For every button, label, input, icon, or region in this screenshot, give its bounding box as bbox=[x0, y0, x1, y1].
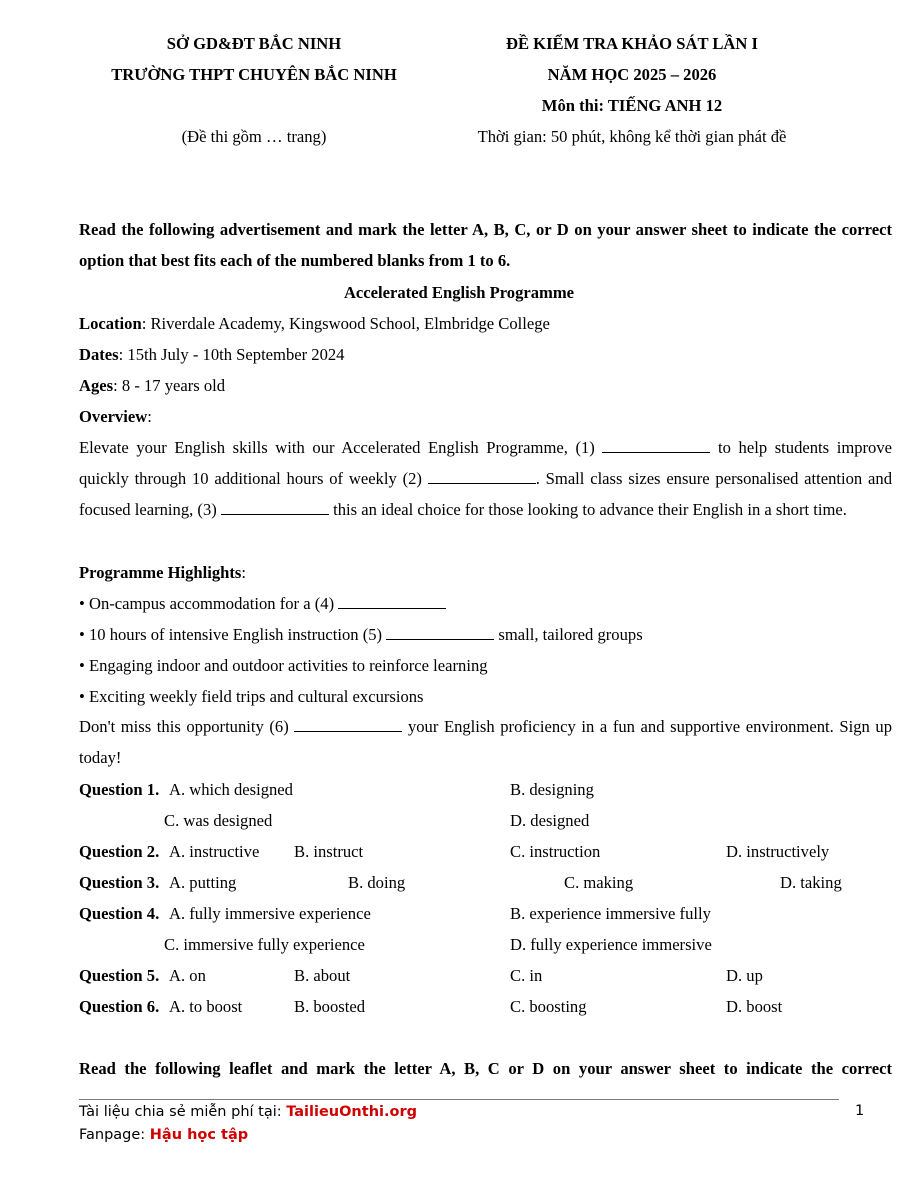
section1-instruction: Read the following advertisement and mark the letter A, B, C, or D on your answer sheet to indicate the correct option that best fits each of the numbered blanks from 1 to 6. bbox=[79, 220, 892, 270]
closing-part1: Don't miss this opportunity (6) bbox=[79, 717, 289, 736]
ages-value: : 8 - 17 years old bbox=[113, 376, 226, 395]
question-4-option-d: D. fully experience immersive bbox=[510, 935, 712, 954]
question-2-option-a: A. instructive bbox=[169, 842, 260, 861]
section2-instruction: Read the following leaflet and mark the letter A, B, C or D on your answer sheet to indicate the correct bbox=[79, 1059, 892, 1078]
highlight-item-4: • Exciting weekly field trips and cultural excursions bbox=[79, 687, 424, 706]
location-line bbox=[79, 314, 550, 334]
highlight-item-1-text: • On-campus accommodation for a (4) bbox=[79, 594, 335, 613]
highlights-colon: : bbox=[241, 563, 247, 582]
blank-1 bbox=[602, 438, 710, 453]
footer-share-line bbox=[79, 1104, 417, 1120]
question-5-option-a: A. on bbox=[169, 966, 206, 985]
overview-paragraph bbox=[79, 432, 892, 525]
school-name: TRƯỜNG THPT CHUYÊN BẮC NINH bbox=[111, 65, 397, 84]
overview-part2: to help students improve quickly through 10 additional hours of weekly (2) bbox=[79, 438, 893, 488]
question-5-option-c: C. in bbox=[510, 966, 543, 985]
highlight-item-2-text: • 10 hours of intensive English instruction (5) bbox=[79, 625, 383, 644]
page-number: 1 bbox=[855, 1103, 865, 1119]
closing-paragraph bbox=[79, 711, 892, 773]
highlight-item-2 bbox=[79, 625, 643, 645]
school-department: SỞ GD&ĐT BẮC NINH bbox=[166, 34, 342, 53]
footer-site-link[interactable]: TailieuOnthi.org bbox=[286, 1104, 417, 1120]
blank-5 bbox=[386, 625, 494, 640]
blank-3 bbox=[221, 500, 329, 515]
dates-line bbox=[79, 345, 344, 365]
question-5-label: Question 5. bbox=[79, 966, 160, 985]
question-5-option-b: B. about bbox=[294, 966, 351, 985]
blank-2 bbox=[428, 469, 536, 484]
question-5-option-d: D. up bbox=[726, 966, 763, 985]
question-1-option-a: A. which designed bbox=[169, 780, 293, 799]
footer-share-label: Tài liệu chia sẻ miễn phí tại: bbox=[79, 1104, 287, 1120]
question-1-label: Question 1. bbox=[79, 780, 160, 799]
highlight-item-2-end: small, tailored groups bbox=[498, 625, 643, 644]
time-allowed: Thời gian: 50 phút, không kể thời gian phát đề bbox=[477, 127, 787, 146]
question-4-option-b: B. experience immersive fully bbox=[510, 904, 711, 923]
question-6-option-d: D. boost bbox=[726, 997, 783, 1016]
advertisement-title: Accelerated English Programme bbox=[343, 283, 575, 302]
school-year: NĂM HỌC 2025 – 2026 bbox=[547, 65, 717, 84]
overview-part3: . Small class sizes ensure personalised attention and focused learning, (3) bbox=[79, 469, 892, 519]
question-2-option-c: C. instruction bbox=[510, 842, 601, 861]
location-label: Location bbox=[79, 314, 142, 333]
exam-title: ĐỀ KIỂM TRA KHẢO SÁT LẦN I bbox=[505, 34, 759, 53]
blank-4 bbox=[338, 594, 446, 609]
footer-divider bbox=[79, 1099, 839, 1100]
footer-fanpage-link[interactable]: Hậu học tập bbox=[149, 1127, 249, 1143]
footer-fanpage-line bbox=[79, 1127, 248, 1143]
overview-colon: : bbox=[147, 407, 152, 426]
question-3-option-c: C. making bbox=[564, 873, 634, 892]
question-6-label: Question 6. bbox=[79, 997, 160, 1016]
question-1-option-d: D. designed bbox=[510, 811, 590, 830]
closing-part2: your English proficiency in a fun and supportive environment. Sign up today! bbox=[79, 717, 892, 767]
ages-line bbox=[79, 376, 225, 396]
question-4-option-c: C. immersive fully experience bbox=[164, 935, 365, 954]
question-1-option-b: B. designing bbox=[510, 780, 594, 799]
ages-label: Ages bbox=[79, 376, 114, 395]
highlights-label: Programme Highlights bbox=[79, 563, 242, 582]
highlight-item-3: • Engaging indoor and outdoor activities to reinforce learning bbox=[79, 656, 488, 675]
question-6-option-b: B. boosted bbox=[294, 997, 365, 1016]
overview-part4: this an ideal choice for those looking to advance their English in a short time. bbox=[333, 500, 847, 519]
overview-heading bbox=[79, 407, 152, 427]
question-3-option-b: B. doing bbox=[348, 873, 406, 892]
question-1-option-c: C. was designed bbox=[164, 811, 273, 830]
overview-label: Overview bbox=[79, 407, 148, 426]
question-6-option-a: A. to boost bbox=[169, 997, 243, 1016]
location-value: : Riverdale Academy, Kingswood School, Elmbridge College bbox=[141, 314, 550, 333]
dates-value: : 15th July - 10th September 2024 bbox=[118, 345, 345, 364]
question-2-label: Question 2. bbox=[79, 842, 160, 861]
question-3-option-d: D. taking bbox=[780, 873, 842, 892]
highlights-heading bbox=[79, 563, 246, 583]
blank-6 bbox=[294, 717, 402, 732]
question-4-option-a: A. fully immersive experience bbox=[169, 904, 371, 923]
question-3-option-a: A. putting bbox=[169, 873, 237, 892]
overview-part1: Elevate your English skills with our Accelerated English Programme, (1) bbox=[79, 438, 595, 457]
highlight-item-1 bbox=[79, 594, 446, 614]
question-2-option-b: B. instruct bbox=[294, 842, 364, 861]
dates-label: Dates bbox=[79, 345, 119, 364]
page-count-note: (Đề thi gồm … trang) bbox=[181, 127, 327, 146]
subject: Môn thi: TIẾNG ANH 12 bbox=[541, 96, 723, 115]
footer-fanpage-label: Fanpage: bbox=[79, 1127, 150, 1143]
question-2-option-d: D. instructively bbox=[726, 842, 830, 861]
question-4-label: Question 4. bbox=[79, 904, 160, 923]
question-6-option-c: C. boosting bbox=[510, 997, 587, 1016]
question-3-label: Question 3. bbox=[79, 873, 160, 892]
